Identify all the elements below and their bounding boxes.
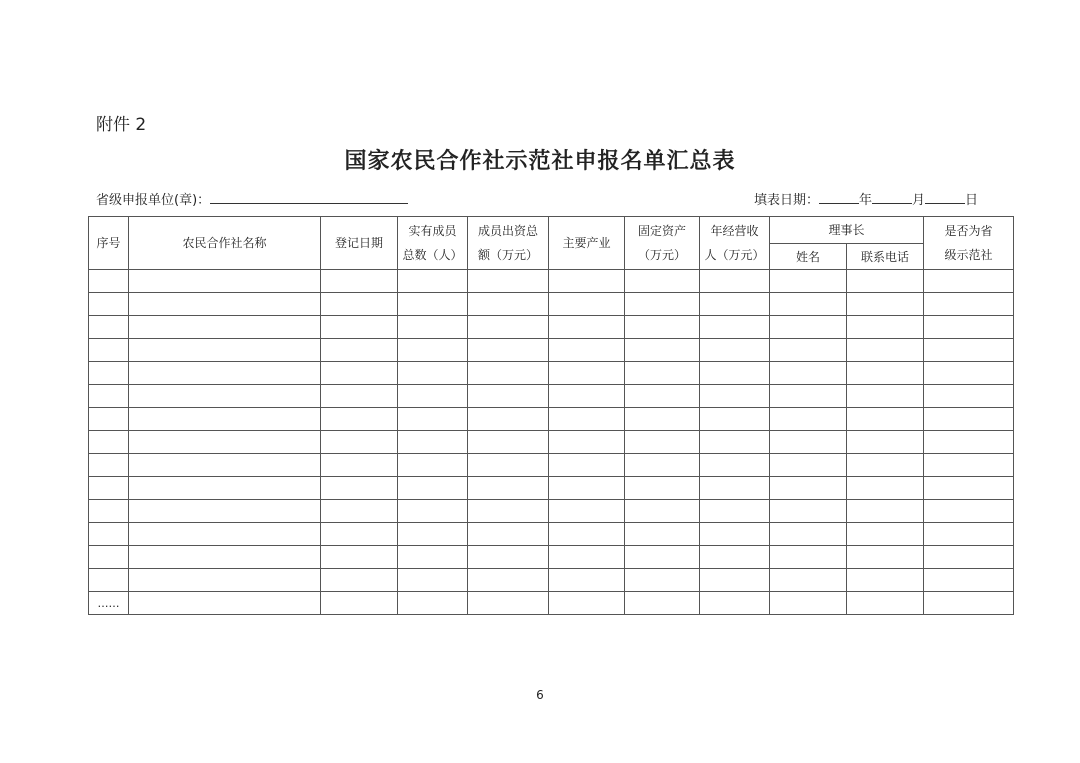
month-label: 月 [912, 193, 926, 208]
table-cell[interactable] [129, 385, 321, 408]
table-cell[interactable] [129, 477, 321, 500]
table-cell[interactable] [321, 500, 398, 523]
table-cell[interactable] [847, 385, 924, 408]
col-reg-date-header: 登记日期 [321, 217, 398, 270]
table-cell[interactable] [398, 293, 468, 316]
members-header-line2: 总数（人） [402, 248, 463, 262]
table-cell[interactable] [625, 569, 700, 592]
table-cell[interactable] [129, 316, 321, 339]
col-revenue-header [700, 217, 770, 270]
table-cell[interactable] [321, 270, 398, 293]
table-cell[interactable] [770, 431, 847, 454]
fill-date-field [754, 189, 978, 208]
table-cell[interactable] [398, 270, 468, 293]
table-cell[interactable] [89, 362, 129, 385]
table-cell[interactable] [129, 408, 321, 431]
table-cell[interactable] [549, 316, 625, 339]
table-cell[interactable] [770, 316, 847, 339]
table-cell[interactable] [468, 385, 549, 408]
table-cell[interactable] [468, 408, 549, 431]
table-cell[interactable] [847, 454, 924, 477]
reporting-unit-field [96, 189, 408, 208]
col-capital-header [468, 217, 549, 270]
table-cell[interactable] [847, 408, 924, 431]
table-cell[interactable] [321, 293, 398, 316]
table-cell[interactable] [700, 431, 770, 454]
table-row [89, 592, 1014, 615]
revenue-header-line2: 人（万元） [704, 248, 765, 262]
table-cell[interactable] [770, 454, 847, 477]
table-cell[interactable] [625, 454, 700, 477]
table-cell[interactable] [700, 592, 770, 615]
table-cell[interactable] [700, 546, 770, 569]
table-cell[interactable] [924, 454, 1014, 477]
table-cell[interactable] [700, 569, 770, 592]
table-cell[interactable] [468, 362, 549, 385]
col-chairman-header: 理事长 [770, 217, 924, 244]
table-row [89, 454, 1014, 477]
table-cell[interactable] [321, 385, 398, 408]
table-cell[interactable] [625, 546, 700, 569]
table-cell[interactable] [129, 431, 321, 454]
table-cell[interactable] [549, 431, 625, 454]
table-cell[interactable] [924, 316, 1014, 339]
table-cell[interactable] [129, 362, 321, 385]
table-cell[interactable] [129, 546, 321, 569]
table-cell[interactable] [770, 270, 847, 293]
table-cell[interactable] [770, 523, 847, 546]
table-cell[interactable] [129, 592, 321, 615]
table-cell[interactable] [625, 523, 700, 546]
table-cell[interactable] [770, 569, 847, 592]
table-cell[interactable] [700, 362, 770, 385]
table-cell[interactable] [770, 339, 847, 362]
table-cell[interactable] [924, 569, 1014, 592]
table-cell[interactable] [847, 293, 924, 316]
assets-header-line1: 固定资产 [637, 224, 686, 238]
members-header-line1: 实有成员 [408, 224, 457, 238]
table-cell[interactable] [625, 316, 700, 339]
day-blank[interactable] [925, 191, 965, 204]
table-cell[interactable] [129, 500, 321, 523]
table-cell[interactable] [924, 339, 1014, 362]
table-cell[interactable] [847, 500, 924, 523]
table-cell[interactable] [89, 270, 129, 293]
table-row [89, 546, 1014, 569]
page-title: 国家农民合作社示范社申报名单汇总表 [344, 149, 736, 174]
table-cell[interactable] [625, 385, 700, 408]
table-cell[interactable] [89, 569, 129, 592]
table-cell[interactable] [398, 569, 468, 592]
table-cell[interactable] [924, 523, 1014, 546]
table-cell[interactable] [398, 477, 468, 500]
table-cell[interactable] [847, 431, 924, 454]
table-cell[interactable] [89, 316, 129, 339]
table-cell[interactable] [468, 316, 549, 339]
table-cell[interactable] [549, 270, 625, 293]
table-cell[interactable] [468, 500, 549, 523]
table-cell[interactable] [89, 339, 129, 362]
table-cell[interactable] [625, 339, 700, 362]
table-cell[interactable] [700, 477, 770, 500]
table-cell[interactable] [398, 500, 468, 523]
table-row [89, 523, 1014, 546]
table-row [89, 362, 1014, 385]
table-cell[interactable] [700, 454, 770, 477]
table-cell[interactable] [398, 546, 468, 569]
table-cell[interactable] [770, 500, 847, 523]
table-cell[interactable] [321, 339, 398, 362]
col-members-header [398, 217, 468, 270]
table-cell[interactable] [847, 477, 924, 500]
table-cell[interactable] [549, 339, 625, 362]
header-row-1 [89, 217, 1014, 244]
table-cell[interactable] [549, 592, 625, 615]
table-cell[interactable] [321, 546, 398, 569]
table-cell[interactable] [398, 362, 468, 385]
table-cell[interactable] [625, 408, 700, 431]
table-cell[interactable] [89, 385, 129, 408]
table-row [89, 293, 1014, 316]
table-cell[interactable] [847, 316, 924, 339]
table-cell[interactable] [625, 270, 700, 293]
provincial-header-line1: 是否为省 [944, 224, 993, 238]
table-cell[interactable] [700, 523, 770, 546]
col-chairman-name-header: 姓名 [770, 244, 847, 270]
table-cell[interactable] [321, 362, 398, 385]
col-industry-header: 主要产业 [549, 217, 625, 270]
table-cell[interactable] [924, 477, 1014, 500]
table-cell[interactable] [398, 592, 468, 615]
capital-header-line1: 成员出资总 [477, 224, 538, 238]
table-cell[interactable] [398, 523, 468, 546]
table-cell[interactable] [700, 293, 770, 316]
table-cell[interactable] [924, 385, 1014, 408]
assets-header-line2: （万元） [637, 248, 686, 262]
table-cell[interactable] [549, 500, 625, 523]
table-cell[interactable] [770, 477, 847, 500]
table-cell[interactable] [398, 431, 468, 454]
table-cell[interactable] [549, 362, 625, 385]
table-cell[interactable] [89, 454, 129, 477]
table-cell[interactable] [770, 592, 847, 615]
table-cell[interactable]: …… [89, 592, 129, 615]
table-cell[interactable] [770, 362, 847, 385]
table-cell[interactable] [398, 316, 468, 339]
table-cell[interactable] [89, 431, 129, 454]
day-label: 日 [965, 193, 979, 208]
table-cell[interactable] [770, 385, 847, 408]
table-cell[interactable] [468, 431, 549, 454]
table-row [89, 569, 1014, 592]
table-cell[interactable] [924, 500, 1014, 523]
table-cell[interactable] [468, 523, 549, 546]
table-row [89, 270, 1014, 293]
table-cell[interactable] [549, 454, 625, 477]
table-cell[interactable] [468, 270, 549, 293]
table-cell[interactable] [89, 477, 129, 500]
col-coop-name-header: 农民合作社名称 [129, 217, 321, 270]
table-cell[interactable] [321, 408, 398, 431]
table-cell[interactable] [625, 362, 700, 385]
table-body [89, 270, 1014, 615]
table-row [89, 431, 1014, 454]
table-cell[interactable] [468, 454, 549, 477]
table-cell[interactable] [321, 523, 398, 546]
table-cell[interactable] [847, 569, 924, 592]
table-cell[interactable] [129, 523, 321, 546]
table-cell[interactable] [549, 477, 625, 500]
table-cell[interactable] [89, 523, 129, 546]
year-blank[interactable] [819, 191, 859, 204]
table-cell[interactable] [468, 546, 549, 569]
table-cell[interactable] [625, 293, 700, 316]
col-chairman-phone-header: 联系电话 [847, 244, 924, 270]
table-cell[interactable] [89, 546, 129, 569]
table-cell[interactable] [129, 293, 321, 316]
table-cell[interactable] [924, 592, 1014, 615]
table-cell[interactable] [468, 477, 549, 500]
table-cell[interactable] [321, 454, 398, 477]
table-cell[interactable] [625, 431, 700, 454]
table-cell[interactable] [321, 431, 398, 454]
table-row [89, 408, 1014, 431]
table-cell[interactable] [924, 362, 1014, 385]
table-cell[interactable] [847, 362, 924, 385]
capital-header-line2: 额（万元） [477, 248, 538, 262]
table-row [89, 477, 1014, 500]
reporting-unit-blank[interactable] [210, 191, 408, 204]
table-cell[interactable] [770, 546, 847, 569]
table-cell[interactable] [398, 385, 468, 408]
table-cell[interactable] [398, 339, 468, 362]
table-cell[interactable] [847, 523, 924, 546]
table-cell[interactable] [549, 293, 625, 316]
table-cell[interactable] [625, 500, 700, 523]
table-cell[interactable] [549, 408, 625, 431]
table-cell[interactable] [129, 339, 321, 362]
table-cell[interactable] [924, 431, 1014, 454]
table-cell[interactable] [321, 569, 398, 592]
table-cell[interactable] [847, 592, 924, 615]
table-row [89, 500, 1014, 523]
table-cell[interactable] [770, 408, 847, 431]
month-blank[interactable] [872, 191, 912, 204]
table-cell[interactable] [549, 523, 625, 546]
table-cell[interactable] [924, 270, 1014, 293]
table-cell[interactable] [89, 293, 129, 316]
table-cell[interactable] [321, 477, 398, 500]
table-cell[interactable] [468, 339, 549, 362]
table-cell[interactable] [398, 408, 468, 431]
provincial-header-line2: 级示范社 [944, 248, 993, 262]
table-cell[interactable] [700, 408, 770, 431]
table-cell[interactable] [625, 592, 700, 615]
year-label: 年 [859, 193, 873, 208]
table-cell[interactable] [700, 339, 770, 362]
table-row [89, 316, 1014, 339]
table-cell[interactable] [847, 270, 924, 293]
table-cell[interactable] [549, 569, 625, 592]
table-cell[interactable] [924, 293, 1014, 316]
table-cell[interactable] [468, 293, 549, 316]
table-cell[interactable] [398, 454, 468, 477]
table-cell[interactable] [129, 270, 321, 293]
table-cell[interactable] [89, 408, 129, 431]
table-cell[interactable] [700, 316, 770, 339]
page-number: 6 [536, 688, 544, 702]
table-row [89, 385, 1014, 408]
table-cell[interactable] [924, 408, 1014, 431]
col-provincial-header [924, 217, 1014, 270]
table-cell[interactable] [468, 569, 549, 592]
table-cell[interactable] [770, 293, 847, 316]
table-cell[interactable] [129, 569, 321, 592]
revenue-header-line1: 年经营收 [710, 224, 759, 238]
table-cell[interactable] [321, 592, 398, 615]
table-cell[interactable] [129, 454, 321, 477]
table-cell[interactable] [549, 546, 625, 569]
table-row [89, 339, 1014, 362]
reporting-unit-label: 省级申报单位(章)： [96, 193, 211, 208]
table-cell[interactable] [89, 500, 129, 523]
col-seq-header: 序号 [89, 217, 129, 270]
table-cell[interactable] [700, 500, 770, 523]
table-cell[interactable] [700, 385, 770, 408]
attachment-label: 附件 2 [96, 115, 147, 135]
table-cell[interactable] [924, 546, 1014, 569]
table-cell[interactable] [625, 477, 700, 500]
table-cell[interactable] [468, 592, 549, 615]
table-cell[interactable] [321, 316, 398, 339]
table-cell[interactable] [700, 270, 770, 293]
table-cell[interactable] [847, 546, 924, 569]
col-assets-header [625, 217, 700, 270]
summary-table [88, 216, 1014, 615]
fill-date-label: 填表日期： [754, 193, 820, 208]
table-cell[interactable] [847, 339, 924, 362]
table-cell[interactable] [549, 385, 625, 408]
